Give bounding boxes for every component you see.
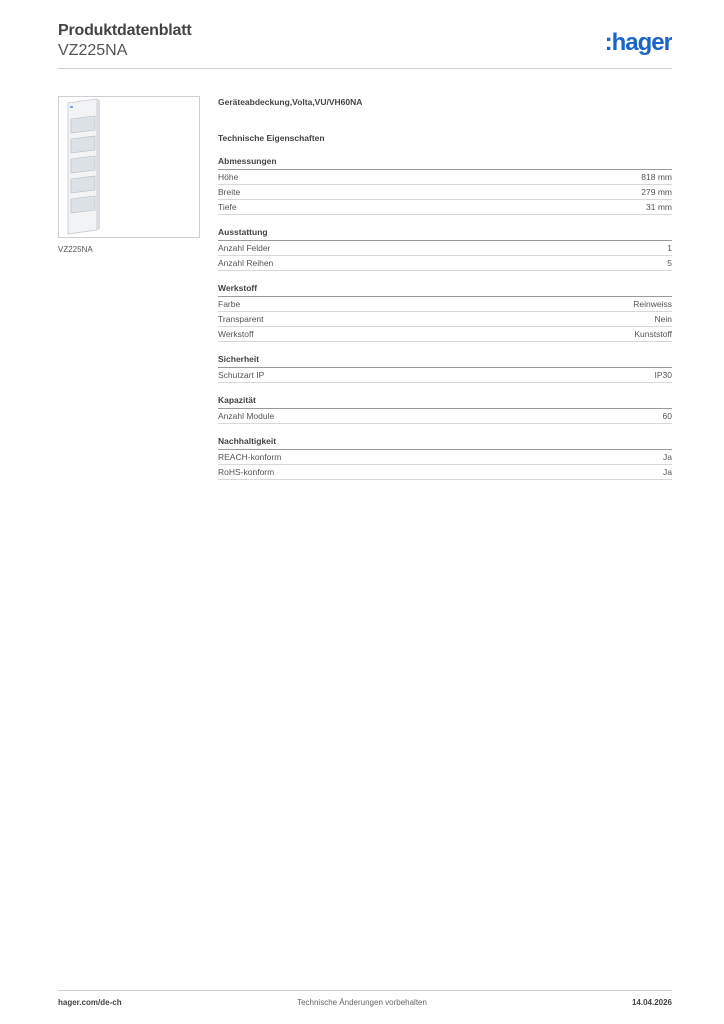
image-caption: VZ225NA <box>58 245 93 254</box>
footer-website: hager.com/de-ch <box>58 998 122 1007</box>
property-label: Farbe <box>218 299 241 309</box>
property-label: Höhe <box>218 172 239 182</box>
hager-logo <box>592 28 672 56</box>
product-code: VZ225NA <box>58 42 128 59</box>
property-row <box>218 368 672 383</box>
property-label: Anzahl Module <box>218 411 275 421</box>
property-row <box>218 450 672 465</box>
property-value: 818 mm <box>641 172 672 182</box>
header-divider <box>58 68 672 69</box>
property-group <box>218 436 672 480</box>
logo-text: :hager <box>604 29 672 56</box>
footer-divider <box>58 990 672 991</box>
property-groups <box>218 156 672 480</box>
group-title: Nachhaltigkeit <box>218 436 672 450</box>
property-row <box>218 312 672 327</box>
property-row <box>218 409 672 424</box>
group-title: Abmessungen <box>218 156 672 170</box>
property-value: 1 <box>667 243 672 253</box>
property-row <box>218 241 672 256</box>
property-label: Transparent <box>218 314 264 324</box>
property-group <box>218 156 672 215</box>
property-value: 5 <box>667 258 672 268</box>
product-name: Geräteabdeckung,Volta,VU/VH60NA <box>218 97 363 107</box>
property-row <box>218 185 672 200</box>
technical-data <box>218 96 672 480</box>
property-label: Breite <box>218 187 241 197</box>
property-value: IP30 <box>654 370 672 380</box>
footer-date: 14.04.2026 <box>631 998 672 1007</box>
property-row <box>218 256 672 271</box>
property-row <box>218 327 672 342</box>
property-label: Werkstoff <box>218 329 254 339</box>
property-value: Ja <box>663 467 672 477</box>
section-heading: Technische Eigenschaften <box>218 133 325 143</box>
group-title: Sicherheit <box>218 354 672 368</box>
property-label: Anzahl Reihen <box>218 258 274 268</box>
property-value: 279 mm <box>641 187 672 197</box>
property-value: Reinweiss <box>633 299 672 309</box>
property-row <box>218 465 672 480</box>
property-group <box>218 283 672 342</box>
header <box>58 22 192 60</box>
property-row <box>218 170 672 185</box>
cover-panel-product-image <box>59 97 199 237</box>
property-label: REACH-konform <box>218 452 282 462</box>
property-row <box>218 297 672 312</box>
property-value: Kunststoff <box>634 329 672 339</box>
property-label: Schutzart IP <box>218 370 265 380</box>
footer-disclaimer: Technische Änderungen vorbehalten <box>297 998 427 1007</box>
property-row <box>218 200 672 215</box>
property-value: Nein <box>654 314 672 324</box>
property-value: 60 <box>662 411 672 421</box>
group-title: Werkstoff <box>218 283 672 297</box>
property-group <box>218 354 672 383</box>
property-value: Ja <box>663 452 672 462</box>
product-image-frame <box>58 96 200 238</box>
group-title: Kapazität <box>218 395 672 409</box>
property-group <box>218 227 672 271</box>
property-label: Anzahl Felder <box>218 243 271 253</box>
property-label: RoHS-konform <box>218 467 275 477</box>
property-value: 31 mm <box>646 202 672 212</box>
page-title: Produktdatenblatt <box>58 22 192 39</box>
group-title: Ausstattung <box>218 227 672 241</box>
property-label: Tiefe <box>218 202 237 212</box>
property-group <box>218 395 672 424</box>
